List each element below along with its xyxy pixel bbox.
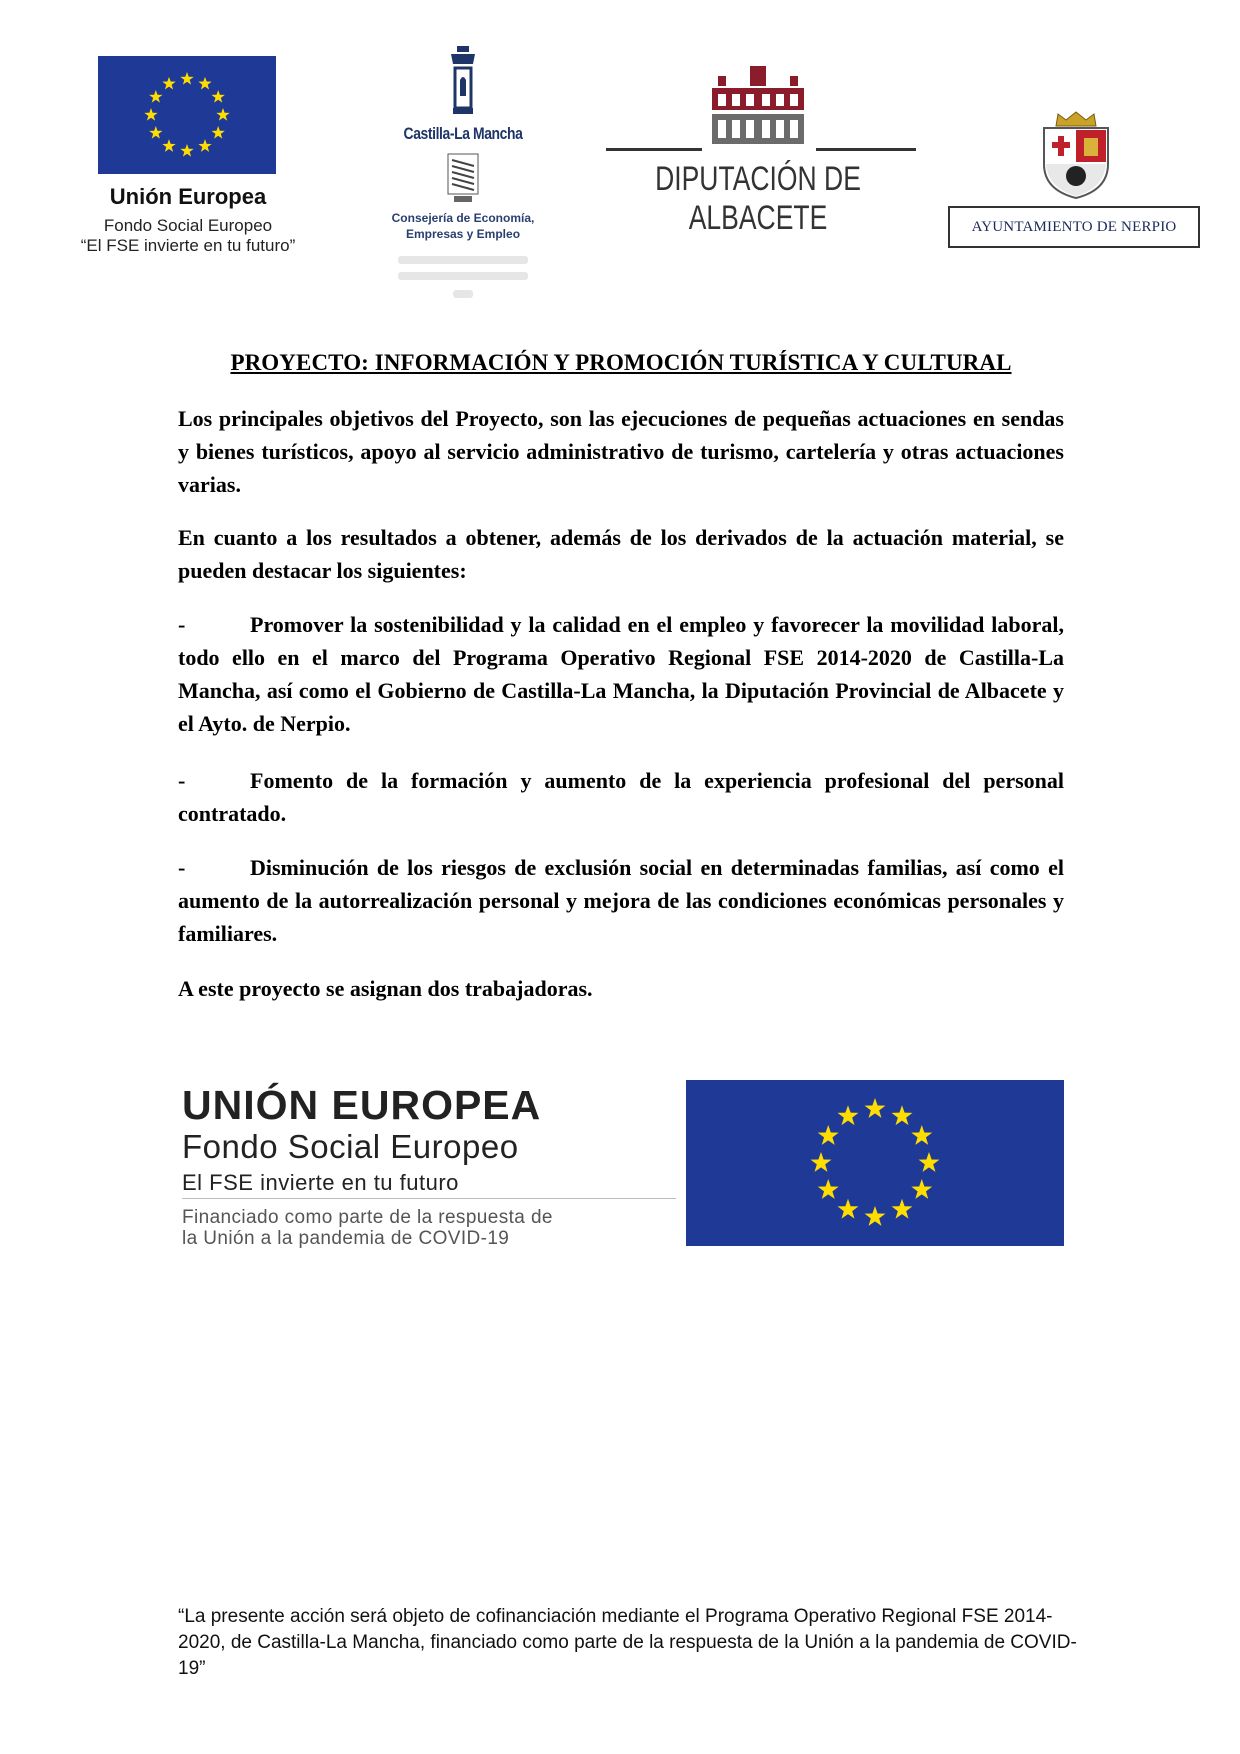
paragraph-results: En cuanto a los resultados a obtener, además de los derivados de la actuación material, se pueden destacar los siguientes:: [178, 525, 1064, 583]
eu-banner-divider: [182, 1198, 676, 1199]
eu-banner-covid-line1: Financiado como parte de la respuesta de: [182, 1207, 553, 1228]
eu-star-icon: [198, 139, 211, 152]
eu-star-icon: [149, 126, 162, 139]
clm-faded-reflection: [453, 290, 473, 298]
eu-star-icon: [162, 139, 175, 152]
eu-star-icon: [865, 1206, 886, 1226]
paragraph-objectives: Los principales objetivos del Proyecto, son las ejecuciones de pequeñas actuaciones en sendas y bienes turísticos, apoyo al servicio administrativo de turismo, cartelería y otras actuaciones varias.: [178, 406, 1064, 497]
clm-logo-name: Castilla-La Mancha: [403, 124, 523, 143]
diputacion-rule-right: [816, 148, 916, 151]
bullet-dash: -: [178, 612, 186, 637]
eu-star-icon: [162, 77, 175, 90]
bullet-text: Disminución de los riesgos de exclusión social en determinadas familias, así como el aumento de la autorrealización personal y mejora de las condiciones económicas personales y familiares.: [178, 855, 1064, 946]
clm-crown-icon: [443, 44, 483, 118]
diputacion-logo-name: DIPUTACIÓN DE ALBACETE: [655, 160, 861, 237]
bullet-text: Promover la sostenibilidad y la calidad en el empleo y favorecer la movilidad laboral, todo ello en el marco del Programa Operativo Regional FSE 2014-2020 de Castilla-La Mancha, así como el Gobierno de Castilla-La Mancha, la Diputación Provincial de Albacete y el Ayto. de Nerpio.: [178, 612, 1064, 736]
clm-dept-line1: Consejería de Economía,: [391, 211, 535, 225]
eu-star-icon: [838, 1199, 859, 1219]
eu-star-icon: [911, 1179, 932, 1199]
eu-star-icon: [911, 1125, 932, 1145]
eu-banner-covid-line2: la Unión a la pandemia de COVID-19: [182, 1228, 510, 1249]
bullet-text: Fomento de la formación y aumento de la experiencia profesional del personal contratado.: [178, 768, 1064, 826]
eu-logo-fund: Fondo Social Europeo: [103, 216, 273, 235]
eu-star-icon: [818, 1179, 839, 1199]
diputacion-rule-left: [606, 148, 702, 151]
eu-star-icon: [892, 1105, 913, 1125]
eu-star-icon: [818, 1125, 839, 1145]
eu-star-icon: [180, 144, 193, 157]
bullet-item: [178, 608, 1064, 740]
eu-star-icon: [144, 108, 157, 121]
clm-faded-reflection: [398, 256, 528, 264]
eu-star-icon: [212, 126, 225, 139]
bullet-item: [178, 851, 1064, 950]
bullet-dash: -: [178, 768, 186, 793]
eu-star-icon: [216, 108, 229, 121]
bullet-dash: -: [178, 855, 186, 880]
bullet-item: [178, 764, 1064, 830]
footer-cofinancing-note: “La presente acción será objeto de cofinanciación mediante el Programa Operativo Regional FSE 2014-2020, de Castilla-La Mancha, financiado como parte de la respuesta de la Unión a la pandemia de COVID-19”: [178, 1606, 1077, 1679]
eu-star-icon: [198, 77, 211, 90]
paragraph-workers: A este proyecto se asignan dos trabajadoras.: [178, 976, 593, 1001]
eu-logo-slogan: “El FSE invierte en tu futuro”: [80, 236, 296, 255]
clm-dept-line2: Empresas y Empleo: [405, 227, 521, 241]
eu-star-icon: [919, 1152, 940, 1172]
eu-star-icon: [838, 1105, 859, 1125]
eu-banner-fund: Fondo Social Europeo: [182, 1128, 519, 1165]
eu-star-icon: [892, 1199, 913, 1219]
ayuntamiento-nerpio-label: AYUNTAMIENTO DE NERPIO: [948, 206, 1200, 248]
eu-banner-slogan: El FSE invierte en tu futuro: [182, 1170, 459, 1195]
diputacion-building-icon: [708, 62, 808, 150]
document-title: PROYECTO: INFORMACIÓN Y PROMOCIÓN TURÍSTICA Y CULTURAL: [230, 350, 1012, 375]
clm-emblem-icon: [446, 152, 480, 204]
eu-star-icon: [212, 90, 225, 103]
eu-flag-large: [686, 1080, 1064, 1246]
castilla-la-mancha-logo: [378, 44, 548, 309]
eu-fse-logo: [60, 56, 340, 266]
eu-star-icon: [811, 1152, 832, 1172]
eu-star-icon: [149, 90, 162, 103]
eu-logo-name: Unión Europea: [109, 184, 267, 209]
diputacion-albacete-logo: [598, 62, 918, 237]
nerpio-coat-of-arms-icon: [1038, 110, 1114, 200]
eu-star-icon: [865, 1098, 886, 1118]
eu-banner-title: UNIÓN EUROPEA: [182, 1082, 542, 1128]
eu-star-icon: [180, 72, 193, 85]
clm-faded-reflection: [398, 272, 528, 280]
eu-flag-small: [98, 56, 276, 174]
eu-fse-banner: [178, 1082, 1068, 1252]
eu-stars-small: [98, 56, 276, 174]
eu-stars-large: [686, 1080, 1064, 1246]
